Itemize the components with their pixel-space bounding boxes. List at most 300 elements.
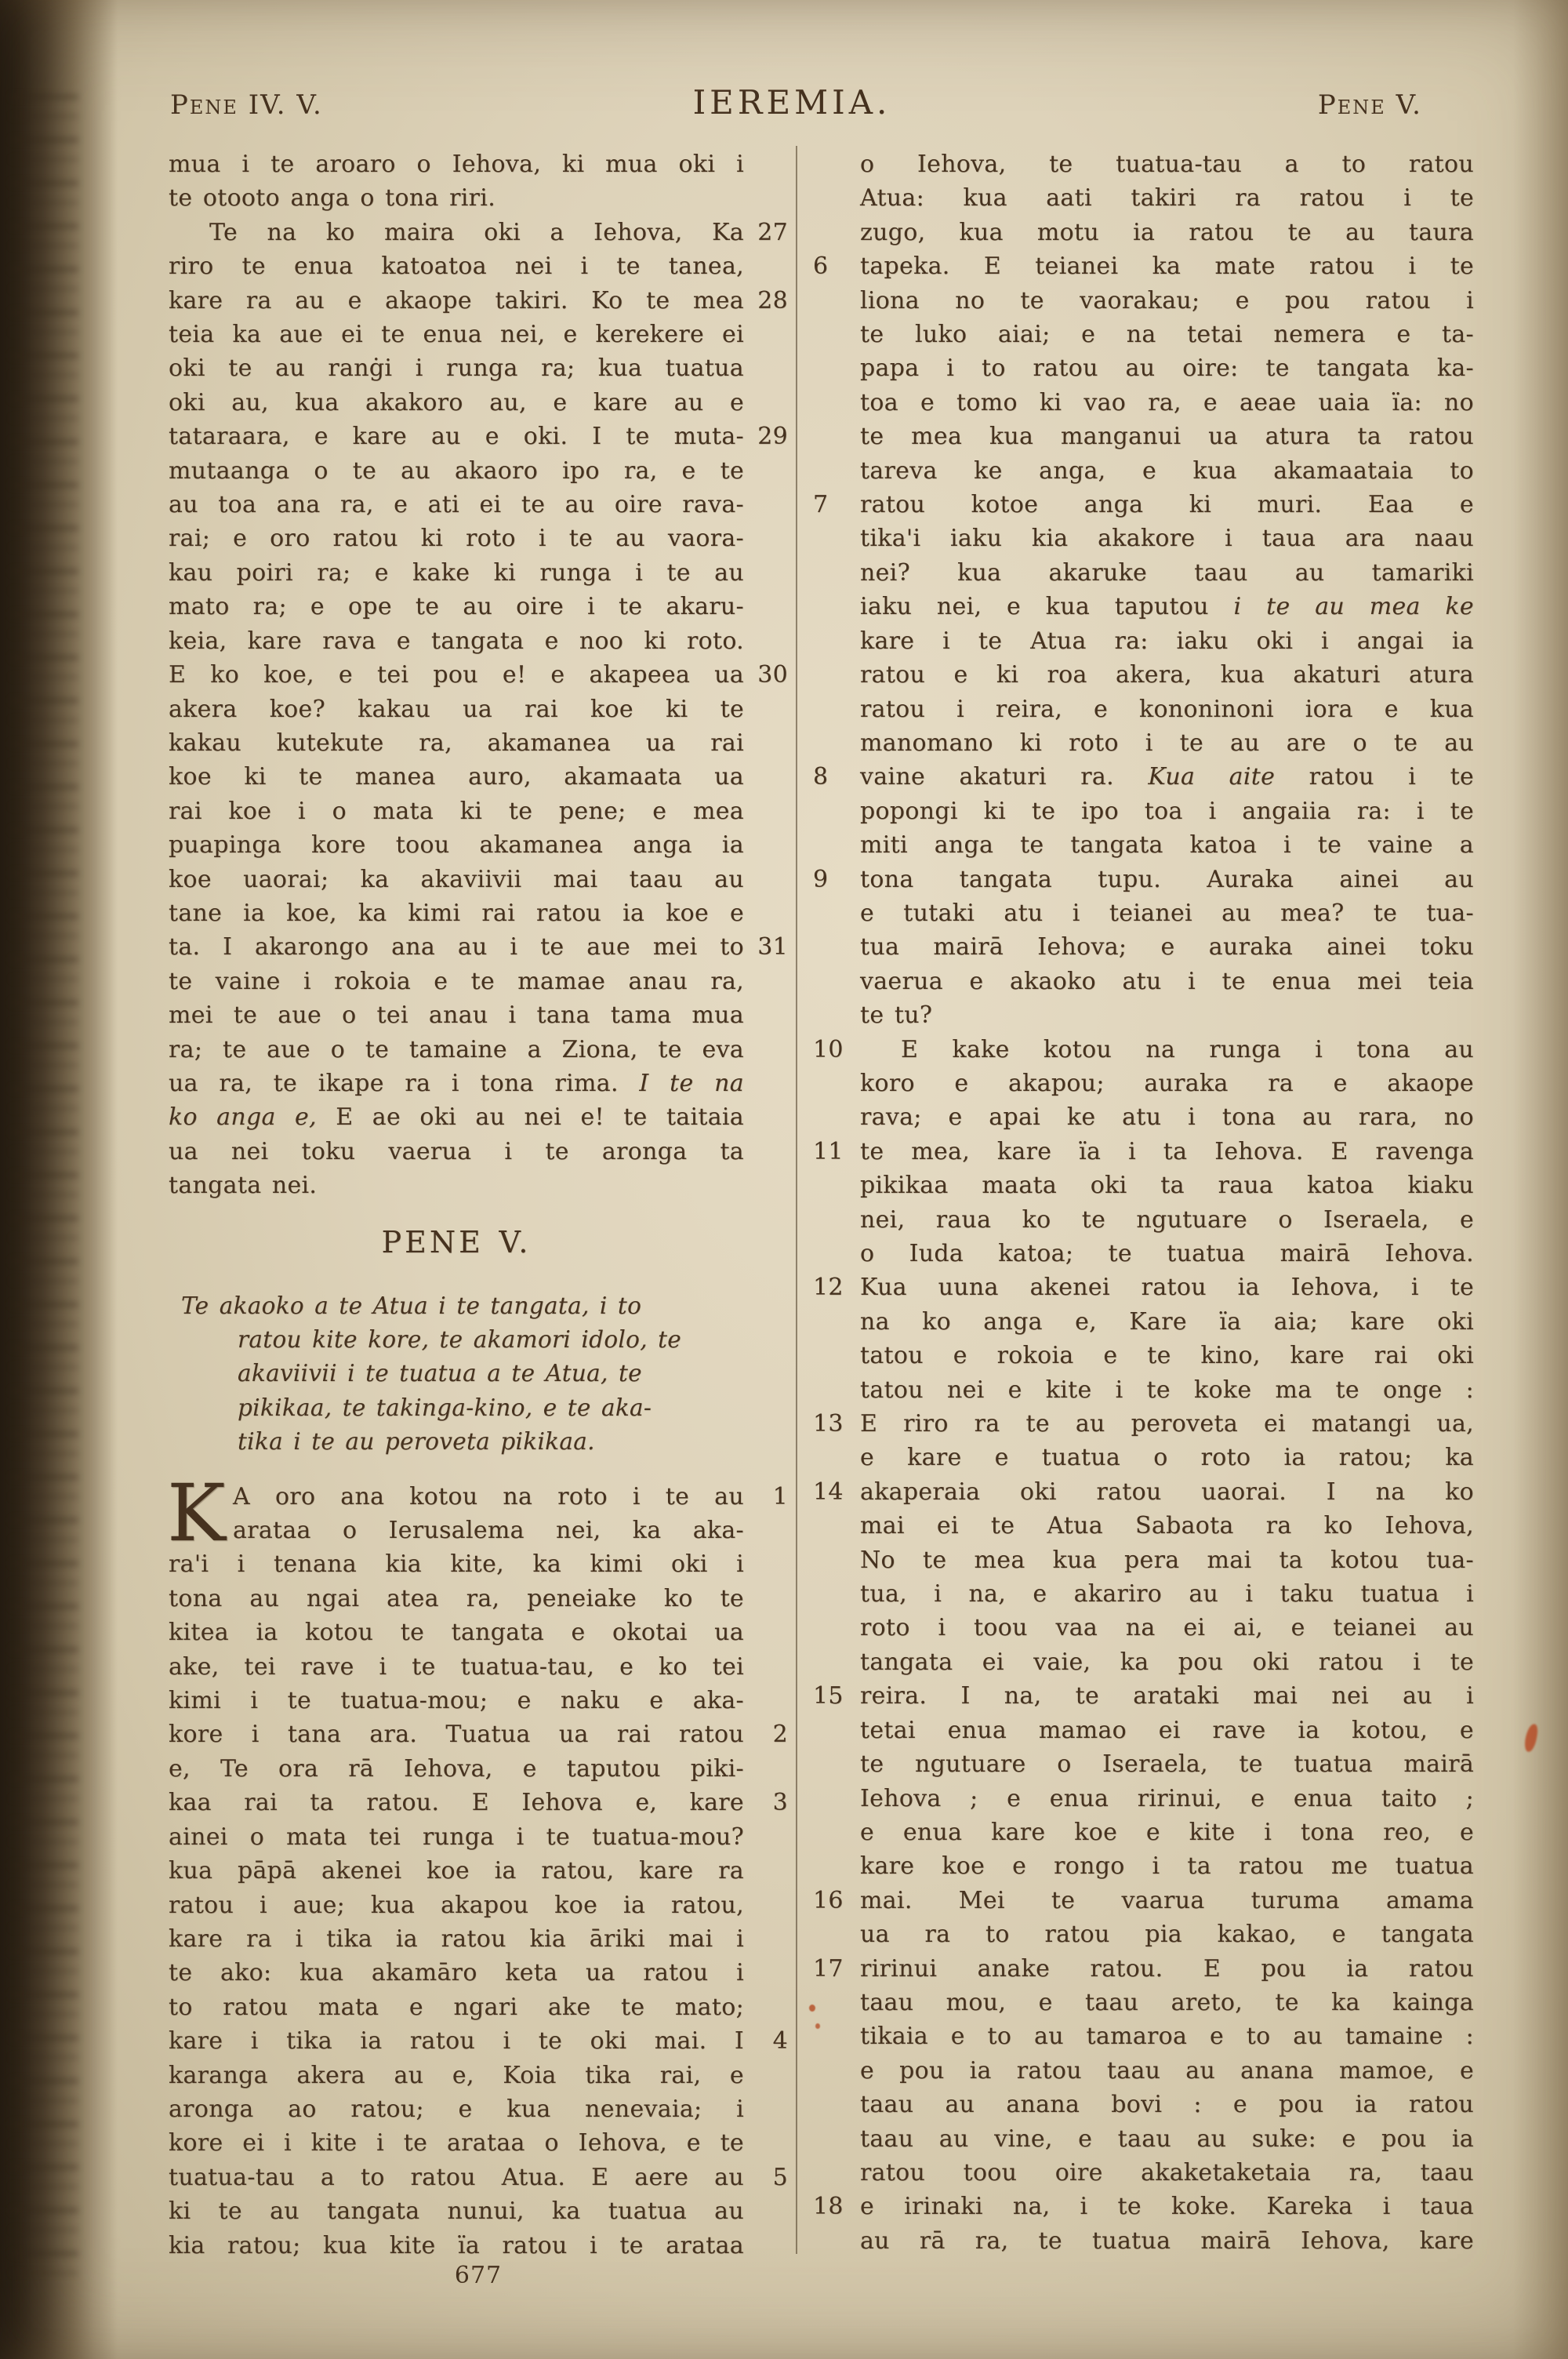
- line-text: tona au ngai atea ra, peneiake ko te: [169, 1584, 744, 1612]
- text-line: [169, 1650, 788, 1684]
- verse-number: [744, 181, 788, 215]
- text-line: [169, 658, 788, 692]
- line-text: koe uaorai; ka akaviivii mai taau au: [169, 865, 744, 893]
- line-text: na ko anga e, Kare ïa aia; kare oki: [860, 1307, 1474, 1336]
- line-text: mua i te aroaro o Iehova, ki mua oki i: [169, 151, 744, 178]
- text-line: [169, 692, 788, 726]
- verse-number: [811, 318, 860, 351]
- verse-number: [744, 488, 788, 522]
- text-line: [811, 2190, 1474, 2223]
- line-text: tua, i na, e akariro au i taku tuatua i: [860, 1580, 1474, 1608]
- text-line: [811, 1203, 1474, 1237]
- text-line: [169, 1616, 788, 1649]
- line-text: kakau kutekute ra, akamanea ua rai: [169, 729, 744, 757]
- line-text: ua ra, te ikape ra i tona rima. I te na: [169, 1069, 744, 1097]
- verse-number: [744, 998, 788, 1032]
- line-text: oki au, kua akakoro au, e kare au e: [169, 388, 744, 416]
- line-text: tangata nei.: [169, 1172, 318, 1200]
- running-header-left: Pene IV. V.: [170, 89, 323, 121]
- line-text: tatou e rokoia e te kino, kare rai oki: [860, 1342, 1474, 1370]
- text-line: [811, 249, 1474, 283]
- right-text-column: [811, 147, 1474, 2258]
- text-line: [811, 1611, 1474, 1645]
- line-text: te vaine i rokoia e te mamae anau ra,: [169, 967, 744, 995]
- text-line: [811, 1475, 1474, 1509]
- line-text: Atua: kua aati takiri ra ratou i te: [860, 184, 1474, 213]
- verse-number: [744, 556, 788, 590]
- line-text: pikikaa maata oki ta raua katoa kiaku: [860, 1172, 1474, 1200]
- line-text: ainei o mata tei runga i te tuatua-mou?: [169, 1823, 744, 1851]
- verse-number: [744, 2059, 788, 2092]
- line-text: arataa o Ierusalema nei, ka aka-: [233, 1517, 744, 1545]
- text-line: [169, 1684, 788, 1717]
- text-line: [811, 1270, 1474, 1304]
- text-line: [811, 760, 1474, 794]
- text-line: [169, 147, 788, 181]
- verse-number: [811, 1169, 860, 1202]
- verse-number: [811, 1849, 860, 1883]
- spine-ghost-text: [11, 94, 78, 2290]
- text-line: [169, 863, 788, 896]
- verse-number: 10: [813, 1035, 844, 1063]
- text-line: [169, 1582, 788, 1616]
- verse-number: [811, 2156, 860, 2190]
- text-line: [169, 522, 788, 555]
- verse-number: 31: [757, 933, 788, 961]
- line-text: mai ei te Atua Sabaota ra ko Iehova,: [860, 1512, 1474, 1540]
- verse-number: [811, 1645, 860, 1679]
- text-line: [811, 2156, 1474, 2190]
- text-line: [811, 896, 1474, 930]
- text-line: [811, 1645, 1474, 1679]
- book-title: IEREMIA.: [692, 83, 891, 122]
- verse-number: [744, 1752, 788, 1786]
- text-line: [169, 2059, 788, 2092]
- line-text: kare ra i tika ia ratou kia āriki mai i: [169, 1925, 744, 1953]
- line-text: mutaanga o te au akaoro ipo ra, e te: [169, 456, 744, 485]
- line-text: papa i to ratou au oire: te tangata ka-: [860, 354, 1474, 383]
- verse-number: [744, 692, 788, 726]
- line-text: roto i toou vaa na ei ai, e teianei au: [860, 1614, 1474, 1642]
- page-number: 677: [454, 2262, 503, 2289]
- line-text: tareva ke anga, e kua akamaataia to: [860, 456, 1474, 485]
- text-line: [169, 1820, 788, 1854]
- text-line: [811, 863, 1474, 896]
- line-text: ratou i reira, e kononinoni iora e kua: [860, 695, 1474, 723]
- text-line: [169, 1100, 788, 1134]
- line-text: zugo, kua motu ia ratou te au taura: [860, 218, 1474, 246]
- line-text: te otooto anga o tona riri.: [169, 184, 496, 213]
- text-line: [811, 147, 1474, 181]
- verse-number: [744, 147, 788, 181]
- text-line: [811, 2019, 1474, 2053]
- line-text: miti anga te tangata katoa i te vaine a: [860, 831, 1474, 860]
- text-line: [169, 1786, 788, 1819]
- line-text: riro te enua katoatoa nei i te tanea,: [169, 253, 744, 281]
- verse-number: [744, 1067, 788, 1100]
- verse-number: [811, 624, 860, 658]
- text-line: [169, 590, 788, 623]
- line-text: te mea kua manganui ua atura ta ratou: [860, 423, 1474, 451]
- verse-number: [744, 1990, 788, 2024]
- verse-number: [811, 1747, 860, 1781]
- text-line: [811, 1067, 1474, 1100]
- text-line: [169, 351, 788, 385]
- text-line: [811, 2224, 1474, 2258]
- verse-number: [744, 249, 788, 283]
- line-text: mei te aue o tei anau i tana tama mua: [169, 1001, 744, 1030]
- line-text: tetai enua mamao ei rave ia kotou, e: [860, 1716, 1474, 1744]
- verse-number: [744, 1547, 788, 1581]
- text-line: [169, 1854, 788, 1888]
- verse-number: 13: [813, 1410, 844, 1438]
- text-line: [811, 1577, 1474, 1611]
- text-line: [169, 1888, 788, 1922]
- text-line: [811, 828, 1474, 862]
- line-text: ra'i i tenana kia kite, ka kimi oki i: [169, 1550, 744, 1579]
- text-line: [811, 522, 1474, 555]
- line-text: tatou nei e kite i te koke ma te onge :: [860, 1376, 1474, 1404]
- line-text: tane ia koe, ka kimi rai ratou ia koe e: [169, 899, 744, 927]
- verse-number: [811, 590, 860, 623]
- text-line: [169, 249, 788, 283]
- line-text: Kua uuna akenei ratou ia Iehova, i te: [860, 1274, 1474, 1302]
- text-line: [811, 2088, 1474, 2121]
- line-text: kore ei i kite i te arataa o Iehova, e te: [169, 2129, 744, 2157]
- verse-number: [811, 828, 860, 862]
- verse-number: [744, 1100, 788, 1134]
- column-divider-rule: [796, 146, 797, 2254]
- text-line: [811, 318, 1474, 351]
- verse-number: [744, 318, 788, 351]
- text-line: [169, 930, 788, 964]
- text-line: [811, 488, 1474, 522]
- text-line: [811, 1714, 1474, 1747]
- verse-number: [811, 1543, 860, 1577]
- line-text: kua pāpā akenei koe ia ratou, kare ra: [169, 1857, 744, 1885]
- text-line: [169, 624, 788, 658]
- verse-number: 18: [813, 2193, 844, 2221]
- line-text: toa e tomo ki vao ra, e aeae uaia ïa: no: [860, 388, 1474, 416]
- verse-number: [811, 284, 860, 318]
- text-line: [811, 726, 1474, 760]
- text-line: [811, 930, 1474, 964]
- verse-number: [811, 1305, 860, 1339]
- verse-number: [744, 965, 788, 998]
- line-text: taau au vine, e taau au suke: e pou ia: [860, 2125, 1474, 2153]
- verse-number: [811, 1339, 860, 1372]
- text-line: [169, 2092, 788, 2126]
- verse-number: 27: [757, 218, 788, 246]
- verse-number: [811, 1509, 860, 1543]
- verse-number: [811, 351, 860, 385]
- verse-number: [811, 454, 860, 488]
- verse-number: [744, 726, 788, 760]
- verse-number: [744, 863, 788, 896]
- text-line: [811, 1884, 1474, 1917]
- text-line: [169, 1922, 788, 1956]
- line-text: tapeka. E teianei ka mate ratou i te: [860, 253, 1474, 281]
- summary-line: Te akaoko a te Atua i te tangata, i to: [181, 1292, 642, 1319]
- text-line: [811, 658, 1474, 692]
- verse-number: [811, 1441, 860, 1474]
- text-line: [811, 1917, 1474, 1951]
- verse-number: [744, 794, 788, 828]
- line-text: tuatua-tau a to ratou Atua. E aere au: [169, 2163, 744, 2191]
- text-line: [811, 1169, 1474, 1202]
- text-line: [169, 1480, 788, 1514]
- left-text-column: [169, 147, 788, 2263]
- verse-number: [811, 1986, 860, 2019]
- verse-number: 11: [813, 1137, 844, 1165]
- text-line: [811, 1679, 1474, 1713]
- verse-number: [811, 1237, 860, 1270]
- line-text: e enua kare koe e kite i tona reo, e: [860, 1818, 1474, 1846]
- verse-text-segment: [169, 147, 788, 1203]
- text-line: [169, 896, 788, 930]
- text-line: [169, 2161, 788, 2194]
- verse-number: [811, 147, 860, 181]
- line-text: kare ra au e akaope takiri. Ko te mea: [169, 286, 744, 314]
- text-line: [811, 1849, 1474, 1883]
- chapter-summary: [169, 1289, 788, 1459]
- verse-number: [811, 386, 860, 420]
- verse-number: [811, 692, 860, 726]
- verse-number: [811, 420, 860, 453]
- ink-speck: [815, 2023, 820, 2029]
- line-text: mato ra; e ope te au oire i te akaru-: [169, 593, 744, 621]
- text-line: [811, 794, 1474, 828]
- verse-text-segment: [811, 147, 1474, 2258]
- line-text: tika'i iaku kia akakore i taua ara naau: [860, 525, 1474, 553]
- verse-number: [744, 1514, 788, 1547]
- verse-number: [811, 1816, 860, 1849]
- line-text: tona tangata tupu. Auraka ainei au: [860, 865, 1474, 893]
- line-text: e irinaki na, i te koke. Kareka i taua: [860, 2193, 1474, 2221]
- summary-line: akaviivii i te tuatua a te Atua, te: [238, 1360, 642, 1387]
- text-line: [169, 420, 788, 453]
- verse-number: [811, 1782, 860, 1816]
- verse-number: 8: [813, 763, 829, 791]
- verse-number: [811, 896, 860, 930]
- text-line: [169, 1135, 788, 1169]
- verse-number: [744, 522, 788, 555]
- line-text: ua ra to ratou pia kakao, e tangata: [860, 1921, 1474, 1949]
- line-text: vaine akaturi ra. Kua aite ratou i te: [860, 763, 1474, 791]
- line-text: ratou toou oire akaketaketaia ra, taau: [860, 2158, 1474, 2186]
- verse-number: [744, 760, 788, 794]
- line-text: e tutaki atu i teianei au mea? te tua-: [860, 899, 1474, 927]
- line-text: kare koe e rongo i ta ratou me tuatua: [860, 1852, 1474, 1881]
- line-text: mai. Mei te vaarua turuma amama: [860, 1886, 1474, 1914]
- line-text: iaku nei, e kua taputou i te au mea ke: [860, 593, 1474, 621]
- verse-number: 28: [757, 286, 788, 314]
- text-line: [169, 2229, 788, 2263]
- summary-line: pikikaa, te takinga-kino, e te aka-: [238, 1394, 652, 1421]
- verse-number: [811, 1067, 860, 1100]
- line-text: akaperaia oki ratou uaorai. I na ko: [860, 1478, 1474, 1506]
- line-text: te ako: kua akamāro keta ua ratou i: [169, 1959, 744, 1987]
- verse-number: [811, 965, 860, 998]
- text-line: [811, 1100, 1474, 1134]
- verse-number: [811, 2054, 860, 2088]
- text-line: [811, 1747, 1474, 1781]
- line-text: kare i te Atua ra: iaku oki i angai ia: [860, 627, 1474, 655]
- text-line: [169, 2194, 788, 2228]
- line-text: puapinga kore toou akamanea anga ia: [169, 831, 744, 860]
- line-text: kore i tana ara. Tuatua ua rai ratou: [169, 1721, 744, 1749]
- line-text: ratou e ki roa akera, kua akaturi atura: [860, 661, 1474, 689]
- line-text: A oro ana kotou na roto i te au: [233, 1482, 744, 1510]
- line-text: karanga akera au e, Koia tika rai, e: [169, 2061, 744, 2089]
- text-line: [811, 1782, 1474, 1816]
- line-text: liona no te vaorakau; e pou ratou i: [860, 286, 1474, 314]
- line-text: kaa rai ta ratou. E Iehova e, kare: [169, 1789, 744, 1817]
- line-text: ratou i aue; kua akapou koe ia ratou,: [169, 1891, 744, 1919]
- line-text: Iehova ; e enua ririnui, e enua taito ;: [860, 1784, 1474, 1812]
- text-line: [169, 2126, 788, 2160]
- text-line: [811, 351, 1474, 385]
- line-text: kitea ia kotou te tangata e okotai ua: [169, 1619, 744, 1647]
- text-line: [811, 1543, 1474, 1577]
- ink-speck: [809, 2005, 815, 2012]
- text-line: [169, 1514, 788, 1547]
- line-text: ake, tei rave i te tuatua-tau, e ko tei: [169, 1652, 744, 1681]
- verse-number: [811, 1373, 860, 1407]
- line-text: ki te au tangata nunui, ka tuatua au: [169, 2197, 744, 2226]
- verse-number: [811, 658, 860, 692]
- verse-number: [744, 1135, 788, 1169]
- verse-number: 30: [757, 661, 788, 689]
- verse-number: [811, 522, 860, 555]
- text-line: [811, 181, 1474, 215]
- verse-number: [811, 181, 860, 215]
- text-line: [169, 2024, 788, 2058]
- text-line: [811, 998, 1474, 1032]
- drop-cap: K: [167, 1467, 227, 1559]
- verse-number: [744, 590, 788, 623]
- line-text: ririnui anake ratou. E pou ia ratou: [860, 1954, 1474, 1983]
- text-line: [169, 726, 788, 760]
- line-text: kia ratou; kua kite ïa ratou i te arataa: [169, 2231, 744, 2259]
- verse-number: [744, 896, 788, 930]
- verse-number: 15: [813, 1682, 844, 1710]
- text-line: [169, 216, 788, 249]
- line-text: taau au anana bovi : e pou ia ratou: [860, 2091, 1474, 2119]
- verse-number: [744, 2092, 788, 2126]
- line-text: ta. I akarongo ana au i te aue mei to: [169, 933, 744, 961]
- line-text: manomano ki roto i te au are o te au: [860, 729, 1474, 757]
- verse-number: [744, 1888, 788, 1922]
- verse-number: [744, 1820, 788, 1854]
- text-line: [811, 1237, 1474, 1270]
- line-text: ua nei toku vaerua i te aronga ta: [169, 1137, 744, 1165]
- verse-number: 1: [772, 1482, 788, 1510]
- verse-number: 12: [813, 1274, 844, 1302]
- verse-number: [744, 1650, 788, 1684]
- text-line: [811, 1509, 1474, 1543]
- line-text: au rā ra, te tuatua mairā Iehova, kare: [860, 2226, 1474, 2255]
- line-text: teia ka aue ei te enua nei, e kerekere ei: [169, 321, 744, 349]
- text-line: [169, 965, 788, 998]
- verse-number: [744, 624, 788, 658]
- text-line: [169, 181, 788, 215]
- line-text: to ratou mata e ngari ake te mato;: [169, 1993, 744, 2021]
- text-line: [811, 1441, 1474, 1474]
- text-line: [169, 1990, 788, 2024]
- line-text: reira. I na, te arataki mai nei au i: [860, 1682, 1474, 1710]
- text-line: [169, 1717, 788, 1751]
- line-text: vaerua e akaoko atu i te enua mei teia: [860, 967, 1474, 995]
- verse-number: [811, 1203, 860, 1237]
- text-line: [811, 590, 1474, 623]
- line-text: tangata ei vaie, ka pou oki ratou i te: [860, 1648, 1474, 1676]
- text-line: [811, 692, 1474, 726]
- line-text: No te mea kua pera mai ta kotou tua-: [860, 1546, 1474, 1574]
- verse-number: 16: [813, 1886, 844, 1914]
- line-text: te tu?: [860, 1001, 933, 1030]
- line-text: rava; e apai ke atu i tona au rara, no: [860, 1103, 1474, 1132]
- verse-number: [744, 454, 788, 488]
- summary-line: ratou kite kore, te akamori idolo, te: [238, 1326, 682, 1353]
- verse-number: 7: [813, 491, 829, 519]
- line-text: au toa ana ra, e ati ei te au oire rava-: [169, 491, 744, 519]
- text-line: [169, 386, 788, 420]
- line-text: te mea, kare ïa i ta Iehova. E ravenga: [860, 1137, 1474, 1165]
- line-text: rai; e oro ratou ki roto i te au vaora-: [169, 525, 744, 553]
- text-line: [169, 284, 788, 318]
- verse-number: 29: [757, 423, 788, 451]
- verse-number: [811, 726, 860, 760]
- text-line: [811, 624, 1474, 658]
- line-text: keia, kare rava e tangata e noo ki roto.: [169, 627, 744, 655]
- text-line: [811, 1407, 1474, 1441]
- verse-number: [811, 930, 860, 964]
- text-line: [169, 1067, 788, 1100]
- line-text: akera koe? kakau ua rai koe ki te: [169, 695, 744, 723]
- verse-number: [744, 386, 788, 420]
- line-text: e pou ia ratou taau au anana mamoe, e: [860, 2056, 1474, 2085]
- verse-number: [744, 1854, 788, 1888]
- line-text: te luko aiai; e na tetai nemera e ta-: [860, 321, 1474, 349]
- summary-line: tika i te au peroveta pikikaa.: [238, 1428, 595, 1456]
- text-line: [169, 1547, 788, 1581]
- verse-number: [744, 1582, 788, 1616]
- verse-number: [744, 1169, 788, 1202]
- line-text: taau mou, e taau areto, te ka kainga: [860, 1988, 1474, 2016]
- line-text: E ko koe, e tei pou e! e akapeea ua: [169, 661, 744, 689]
- verse-number: 9: [813, 865, 829, 893]
- verse-number: 5: [772, 2163, 788, 2191]
- verse-number: 17: [813, 1954, 844, 1983]
- line-text: nei? kua akaruke taau au tamariki: [860, 558, 1474, 587]
- text-line: [169, 488, 788, 522]
- verse-number: [744, 1956, 788, 1990]
- line-text: ko anga e, E ae oki au nei e! te taitaia: [169, 1103, 744, 1132]
- text-line: [811, 454, 1474, 488]
- verse-number: 2: [772, 1721, 788, 1749]
- text-line: [811, 284, 1474, 318]
- verse-number: [811, 2122, 860, 2156]
- line-text: o Iuda katoa; te tuatua mairā Iehova.: [860, 1240, 1474, 1267]
- verse-number: 6: [813, 253, 829, 281]
- verse-number: [811, 1714, 860, 1747]
- text-line: [811, 420, 1474, 453]
- line-text: popongi ki te ipo toa i angaiia ra: i te: [860, 797, 1474, 825]
- verse-number: [811, 2224, 860, 2258]
- text-line: [811, 965, 1474, 998]
- text-line: [169, 998, 788, 1032]
